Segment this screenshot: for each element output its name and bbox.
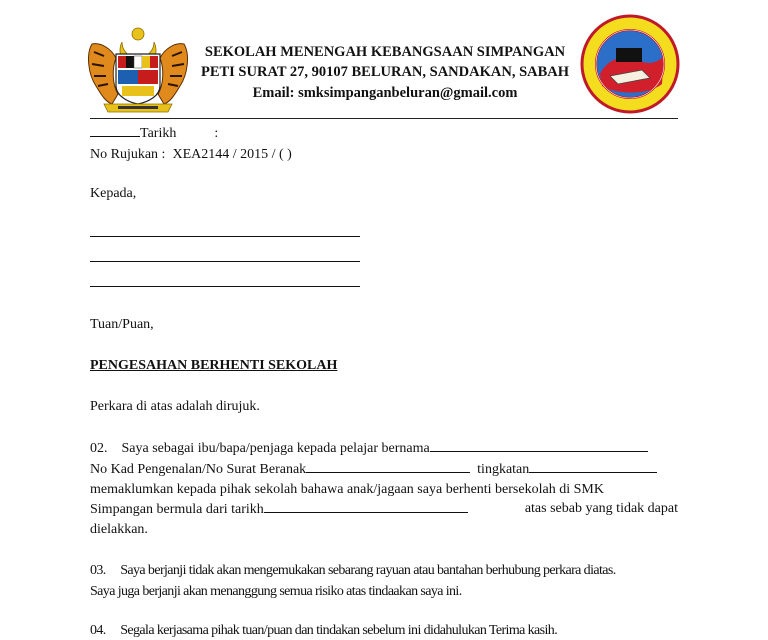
- stop-date-blank[interactable]: [264, 500, 468, 513]
- letter-subject: PENGESAHAN BERHENTI SEKOLAH: [90, 358, 338, 373]
- recipient-line-2[interactable]: [90, 261, 360, 262]
- para03-text1: Saya berjanji tidak akan mengemukakan sebarang rayuan atau bantahan berhubung perkara diatas.: [120, 563, 616, 578]
- school-address: PETI SURAT 27, 90107 BELURAN, SANDAKAN, SABAH: [200, 64, 570, 80]
- para02-line2: [90, 460, 657, 479]
- para02-line5: dielakkan.: [90, 522, 148, 537]
- coat-of-arms-logo: [82, 24, 194, 116]
- intro-text: Perkara di atas adalah dirujuk.: [90, 399, 260, 414]
- school-badge-logo: [580, 14, 680, 114]
- para03-number: 03.: [90, 563, 106, 578]
- date-day-blank[interactable]: [90, 124, 140, 137]
- reference-row: [90, 146, 292, 164]
- date-row: [90, 124, 218, 143]
- reference-value: XEA2144 / 2015 / ( ): [172, 147, 292, 162]
- ic-label: No Kad Pengenalan/No Surat Beranak: [90, 462, 307, 477]
- para02-line3: memaklumkan kepada pihak sekolah bahawa anak/jagaan saya berhenti bersekolah di SMK: [90, 482, 604, 497]
- para03-line1: [90, 562, 616, 580]
- header-divider: [90, 118, 678, 119]
- salutation: Tuan/Puan,: [90, 317, 154, 332]
- para04-text1: Segala kerjasama pihak tuan/puan dan tindakan sebelum ini didahulukan Terima kasih.: [120, 623, 558, 638]
- para04-number: 04.: [90, 623, 106, 638]
- form-label: tingkatan: [477, 462, 530, 477]
- reference-label: No Rujukan :: [90, 147, 166, 162]
- para02-text1: Saya sebagai ibu/bapa/penjaga kepada pelajar bernama: [121, 441, 430, 456]
- para04-line1: [90, 622, 557, 640]
- ic-number-blank[interactable]: [306, 460, 470, 473]
- student-name-blank[interactable]: [430, 439, 648, 452]
- recipient-line-3[interactable]: [90, 286, 360, 287]
- date-colon: :: [214, 126, 219, 141]
- date-label: Tarikh: [140, 126, 177, 141]
- para02-line1: [90, 439, 648, 458]
- para02-line4: [90, 500, 678, 519]
- para02-text4b: atas sebab yang tidak dapat: [524, 501, 678, 516]
- school-email: Email: smksimpanganbeluran@gmail.com: [252, 85, 518, 101]
- recipient-label: Kepada,: [90, 186, 137, 201]
- form-level-blank[interactable]: [529, 460, 657, 473]
- para02-text4a: Simpangan bermula dari tarikh: [90, 502, 264, 517]
- recipient-line-1[interactable]: [90, 236, 360, 237]
- school-name: SEKOLAH MENENGAH KEBANGSAAN SIMPANGAN: [204, 44, 566, 60]
- para03-line2: Saya juga berjanji akan menanggung semua risiko atas tindaakan saya ini.: [90, 584, 462, 599]
- para02-number: 02.: [90, 441, 108, 456]
